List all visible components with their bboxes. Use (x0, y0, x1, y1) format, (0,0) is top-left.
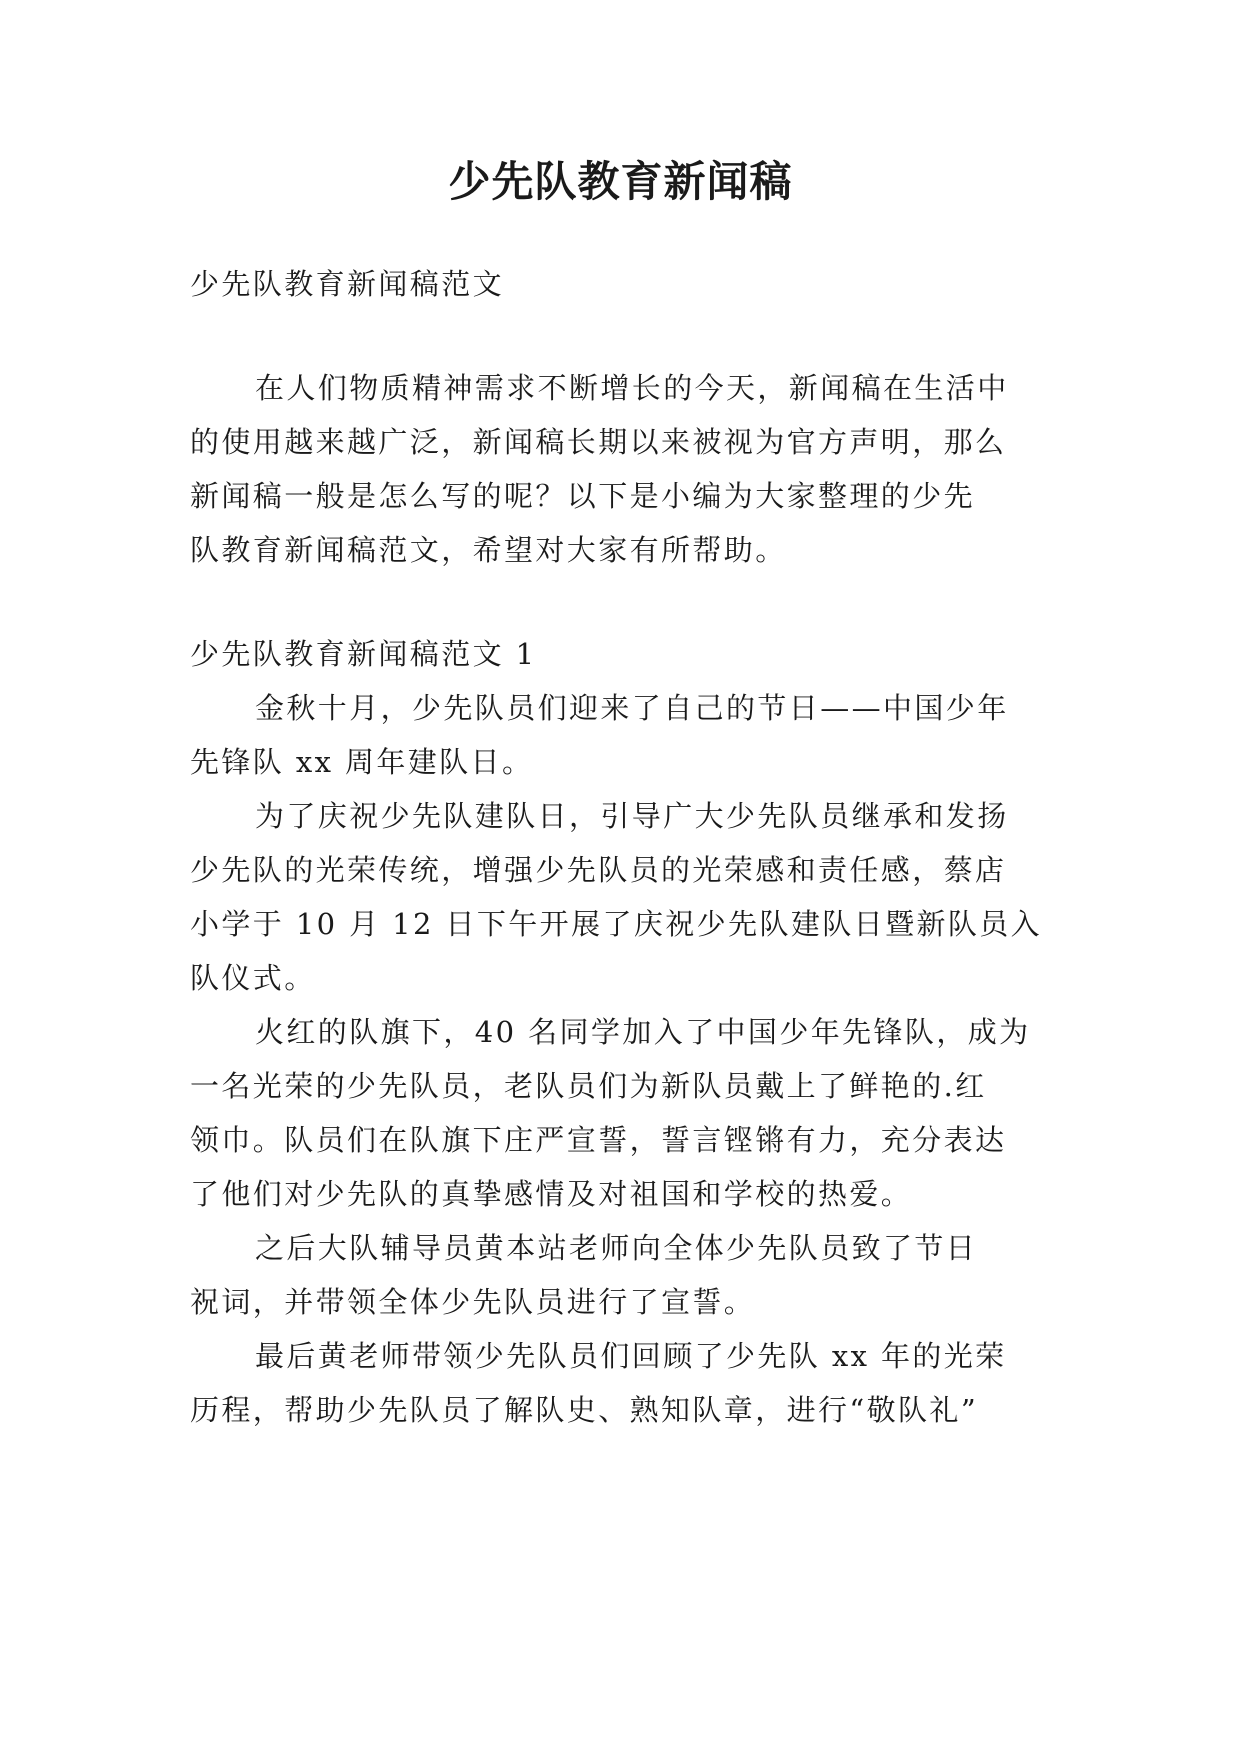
body-line: 金秋十月，少先队员们迎来了自己的节日——中国少年 (255, 691, 1009, 725)
body-line: 领巾。队员们在队旗下庄严宣誓，誓言铿锵有力，充分表达 (190, 1123, 1007, 1157)
body-line: 之后大队辅导员黄本站老师向全体少先队员致了节日 (255, 1231, 978, 1265)
body-line: 祝词，并带领全体少先队员进行了宣誓。 (190, 1285, 756, 1319)
section-heading: 少先队教育新闻稿范文 1 (190, 637, 537, 671)
body-line: 最后黄老师带领少先队员们回顾了少先队 xx 年的光荣 (255, 1339, 1007, 1373)
intro-line: 的使用越来越广泛，新闻稿长期以来被视为官方声明，那么 (190, 425, 1007, 459)
body-line: 一名光荣的少先队员，老队员们为新队员戴上了鲜艳的.红 (190, 1069, 987, 1103)
intro-line: 在人们物质精神需求不断增长的今天，新闻稿在生活中 (255, 371, 1009, 405)
body-line: 小学于 10 月 12 日下午开展了庆祝少先队建队日暨新队员入 (190, 907, 1043, 941)
intro-line: 队教育新闻稿范文，希望对大家有所帮助。 (190, 533, 787, 567)
body-line: 火红的队旗下，40 名同学加入了中国少年先锋队，成为 (255, 1015, 1031, 1049)
body-line: 了他们对少先队的真挚感情及对祖国和学校的热爱。 (190, 1177, 913, 1211)
document-subtitle: 少先队教育新闻稿范文 (190, 267, 505, 301)
body-line: 先锋队 xx 周年建队日。 (190, 745, 534, 779)
intro-line: 新闻稿一般是怎么写的呢？以下是小编为大家整理的少先 (190, 479, 976, 513)
document-title: 少先队教育新闻稿 (448, 157, 793, 206)
body-line: 队仪式。 (190, 961, 316, 995)
body-line: 少先队的光荣传统，增强少先队员的光荣感和责任感，蔡店 (190, 853, 1007, 887)
body-line: 历程，帮助少先队员了解队史、熟知队章，进行“敬队礼” (190, 1393, 979, 1427)
body-line: 为了庆祝少先队建队日，引导广大少先队员继承和发扬 (255, 799, 1009, 833)
